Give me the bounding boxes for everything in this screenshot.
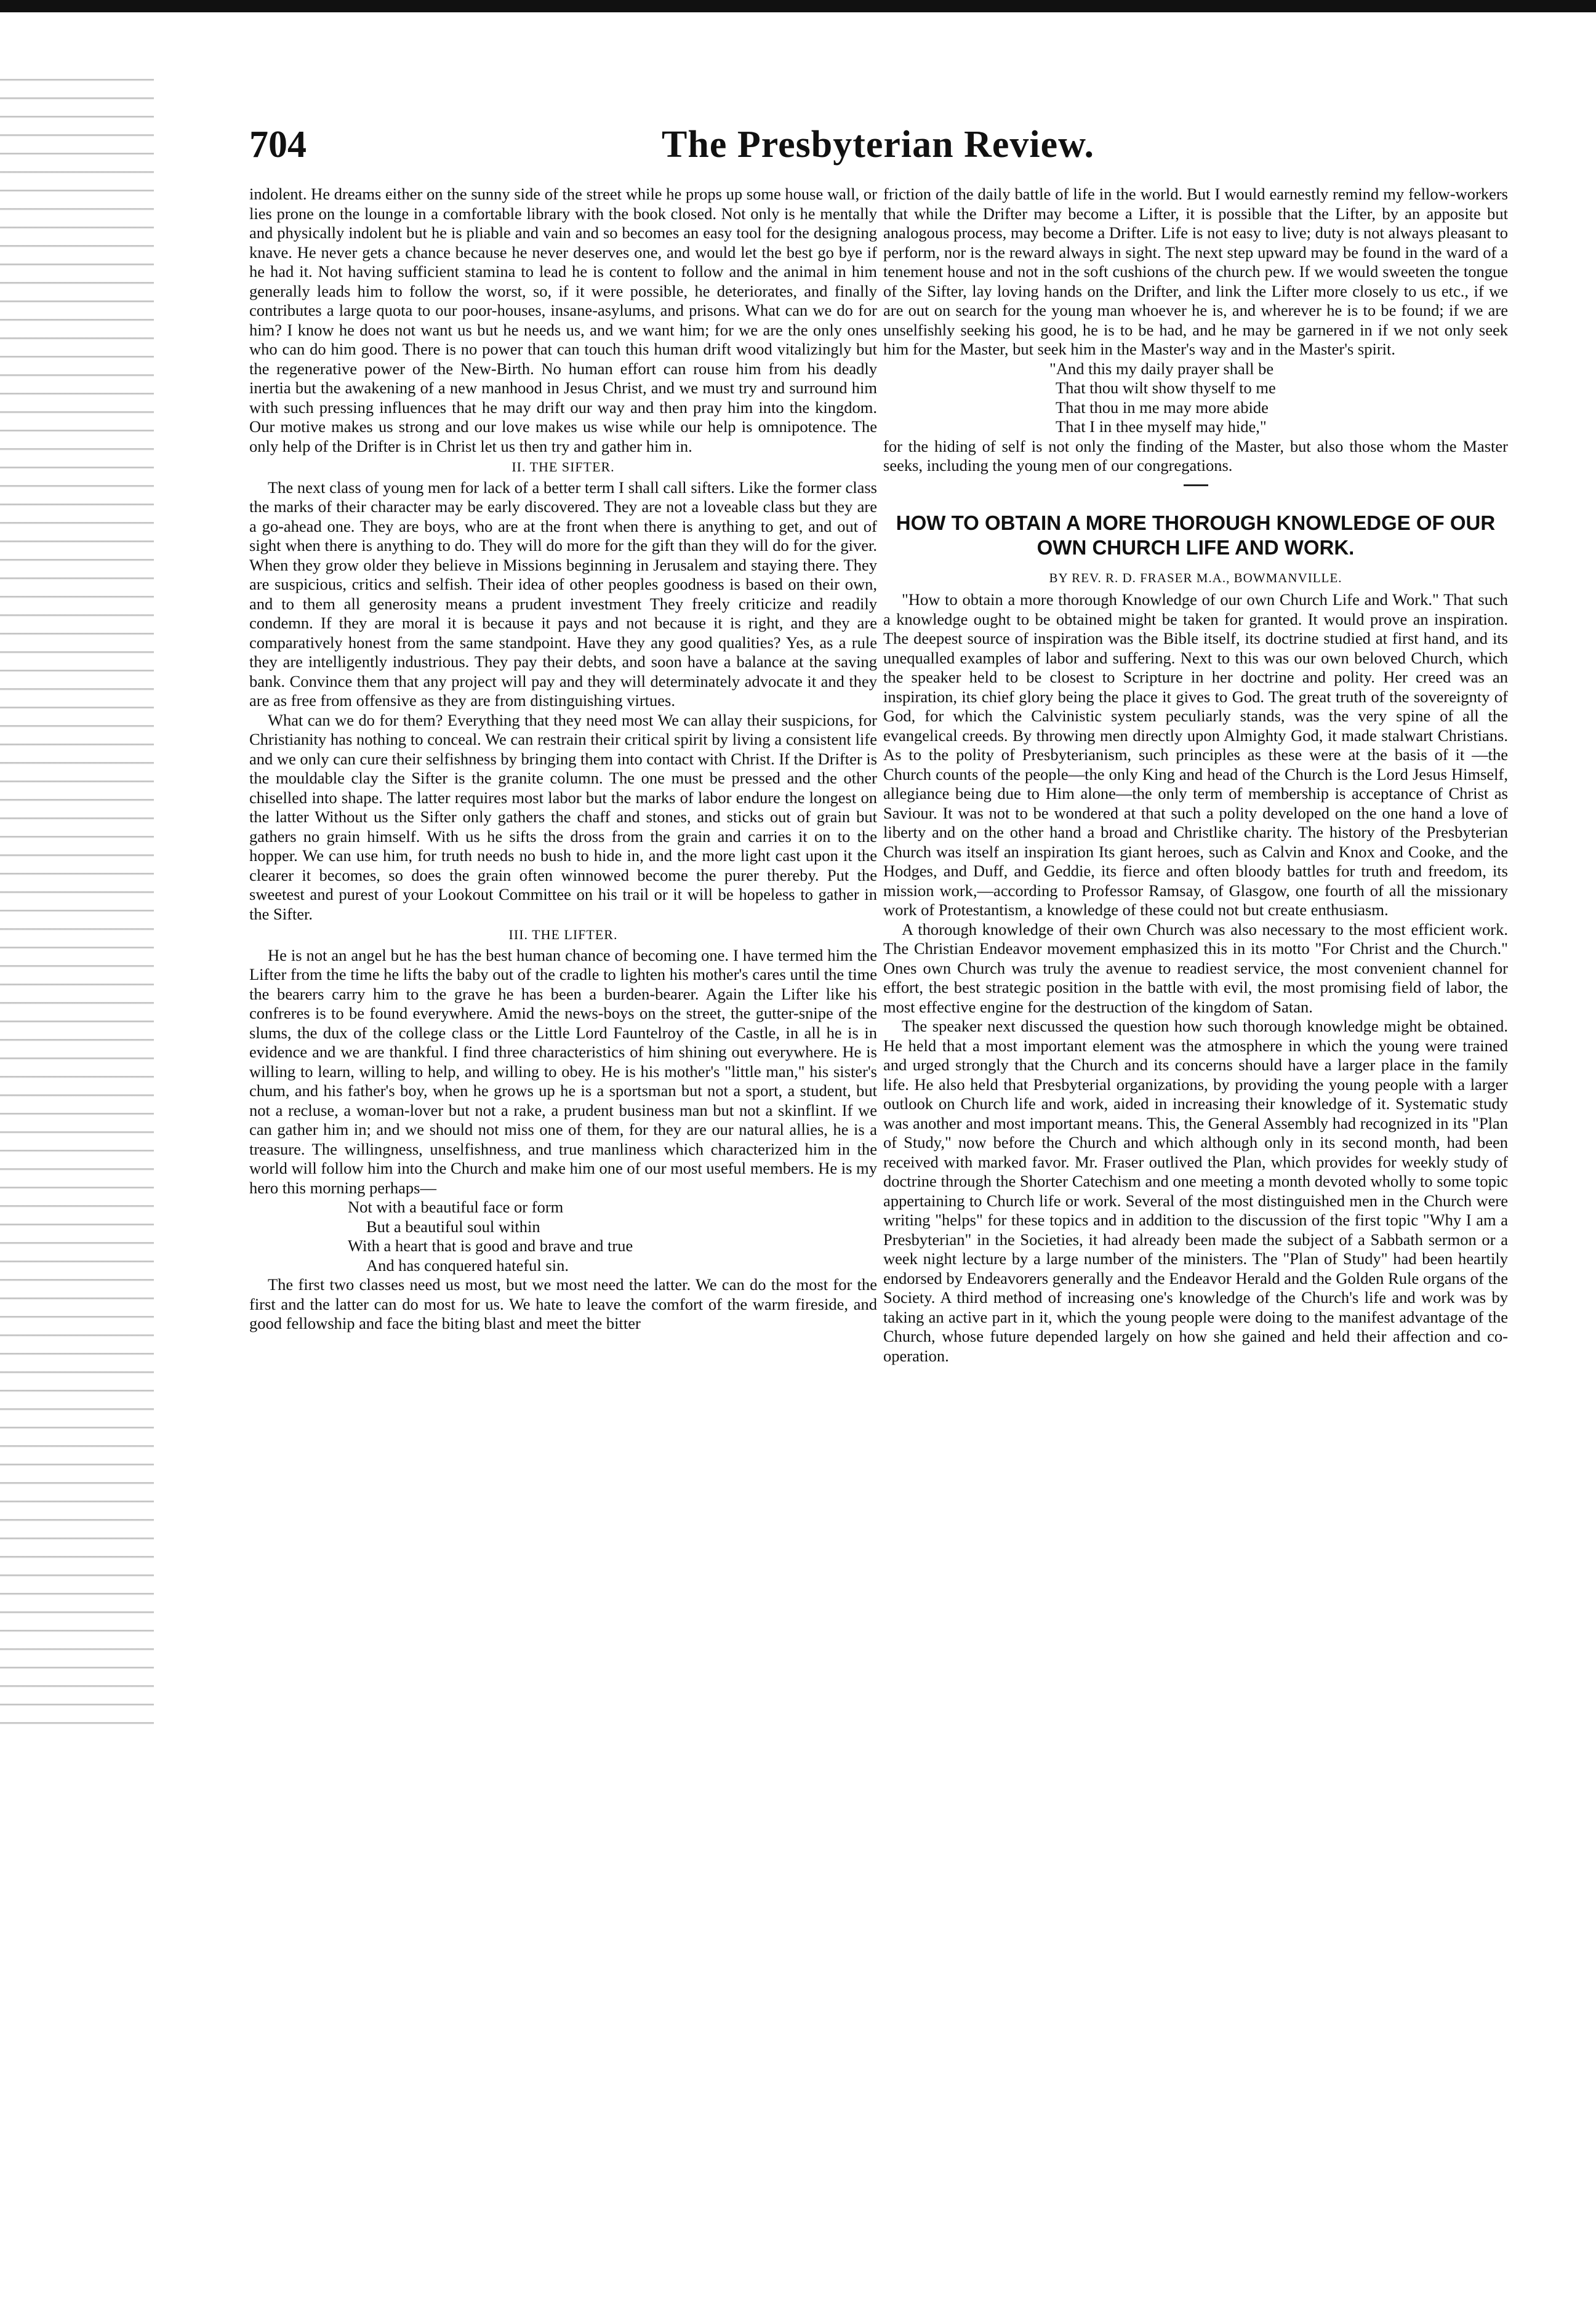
paragraph: "How to obtain a more thorough Knowledge of our own Church Life and Work." That such a knowledge ought to be obtained might be taken for granted. It would prove an inspiration. The deepest source of inspiration was the Bible itself, its doctrine studied at first hand, and its unequalled examples of labor and suffering. Next to this was our own beloved Church, which the speaker held to be closest to Scripture in her doctrine and polity. Her creed was an inspiration, its chief glory being the place it gives to God. The great truth of the sovereignty of God, for which the Calvinistic system peculiarly stands, was the very spine of all the evangelical creeds. By throwing men directly upon Almighty God, it made stalwart Christians. As to the polity of Presbyterianism, such principles as these were at the basis of it —the Church counts of the people—the only King and head of the Church is the Lord Jesus Himself, allegiance being due to Him alone—the only term of membership is acceptance of Christ as Saviour. It was not to be wondered at that such a polity developed on the one hand a love of liberty and on the other hand a broad and Christlike charity. The history of the Presbyterian Church was itself an inspiration Its giant heroes, such as Calvin and Knox and Cooke, and the Hodges, and Duff, and Geddie, its fierce and often bloody battles for truth and freedom, its mission work,—according to Professor Ramsay, of Glasgow, one fourth of all the missionary work of Protestantism, a knowledge of these could not but create enthusiasm. (883, 590, 1508, 919)
right-column (883, 185, 1508, 1366)
section-heading-sifter: II. THE SIFTER. (511, 459, 615, 475)
paragraph: The first two classes need us most, but we most need the latter. We can do the most for the first and the latter can do most for us. We hate to leave the comfort of the warm fireside, and good fellowship and face the biting blast and meet the bitter (249, 1275, 877, 1332)
section-heading-lifter: III. THE LIFTER. (508, 927, 618, 942)
verse-line: That thou wilt show thyself to me (1056, 378, 1276, 397)
paragraph: A thorough knowledge of their own Church was also necessary to the most efficient work. The Christian Endeavor movement emphasized this in its motto "For Christ and the Church." Ones own Church was truly the avenue to readiest service, the most convenient channel for effort, the best strategic position in the battle with evil, the most promising field of labor, the most effective engine for the destruction of the kingdom of Satan. (883, 919, 1508, 1016)
article-title: HOW TO OBTAIN A MORE THOROUGH KNOWLEDGE OF OUR OWN CHURCH LIFE AND WORK. (896, 511, 1496, 559)
paragraph: He is not an angel but he has the best human chance of becoming one. I have termed him the Lifter from the time he lifts the baby out of the cradle to lighten his mother's cares until the time the bearers carry him to the grave he has been a burden-bearer. Again the Lifter like his confreres is to be found everywhere. Amid the news-boys on the street, the gutter-snipe of the slums, the dux of the college class or the Little Lord Fauntelroy of the Castle, in all he is in evidence and we are thankful. I find three characteristics of him shining out everywhere. He is willing to learn, willing to help, and willing to obey. He is his mother's "little man," his sister's chum, and his father's boy, when he grows up he is a sportsman but not a sport, a student, but not a recluse, a woman-lover but not a rake, a prudent business man but not a skinflint. If we can gather him in; and we should not miss one of them, for they are our natural allies, he is a treasure. The willingness, unselfishness, and true manliness which characterized him in the world will follow him into the Church and make him one of our most useful members. He is my hero this morning perhaps— (249, 945, 877, 1197)
verse-line: With a heart that is good and brave and true (348, 1236, 633, 1255)
verse-line: That I in thee myself may hide," (1056, 417, 1267, 436)
journal-title: The Presbyterian Review. (662, 124, 1095, 166)
paragraph: for the hiding of self is not only the finding of the Master, but also those whom the Master seeks, including the young men of our congregations. (883, 436, 1508, 475)
verse-line: Not with a beautiful face or form (348, 1198, 564, 1216)
paragraph: The speaker next discussed the question how such thorough knowledge might be obtained. He held that a most important element was the atmosphere in which the young were trained and urged strongly that the Church and its concerns should have a larger place in the family life. He also held that Presbyterial organizations, by providing the young people with a larger outlook on Church life and work, aided in increasing their knowledge of it. Systematic study was another and most important means. This, the General Assembly had recognized in its "Plan of Study," now before the Church and which although only in its second month, had been received with marked favor. Mr. Fraser outlived the Plan, which provides for weekly study of doctrine through the Shorter Catechism and one meeting a month devoted wholly to some topic appertaining to Church life or work. Several of the most distinguished men in the Church were writing "helps" for these topics and in addition to the discussion of the first topic "Why I am a Presbyterian" in the Societies, it had already been made the subject of a Sabbath sermon or a week night lecture by a large number of the ministers. The "Plan of Study" had been heartily endorsed by Endeavorers generally and the Endeavor Herald and the Golden Rule organs of the Society. A third method of increasing one's knowledge of the Church's life and work was by taking an active part in it, which the young people were doing to the manifest advantage of the Church, whose future depended largely on how she gained and held their affection and co-operation. (883, 1017, 1508, 1365)
paragraph: What can we do for them? Everything that they need most We can allay their suspicions, for Christianity has nothing to conceal. We can restrain their critical spirit by living a consistent life and we only can cure their selfishness by bringing them into contact with Christ. If the Drifter is the mouldable clay the Sifter is the granite column. The one must be pressed and the other chiselled into shape. The latter requires most labor but the marks of labor endure the longest on the latter Without us the Sifter only gathers the chaff and stones, and sticks out of grain but gathers no grain himself. With us he sifts the dross from the grain and carries it on to the hopper. We can use him, for truth needs no bush to hide in, and the more light cast upon it the clearer it becomes, so does the grain often winnowed become the purer thereby. Put the sweetest and purest of your Lookout Committee on his trail or it will be hopeless to gather in the Sifter. (249, 710, 878, 923)
left-column (249, 185, 877, 1334)
top-border-rule (0, 0, 1596, 12)
page-number: 704 (249, 124, 307, 166)
verse-line: "And this my daily prayer shall be (1049, 359, 1274, 378)
verse-line: That thou in me may more abide (1056, 398, 1269, 417)
paragraph: The next class of young men for lack of a better term I shall call sifters. Like the former class the marks of their character may be early discovered. They are not a loveable class but they are a go-ahead one. They are boys, who are at the front when there is anything to get, and out of sight when there is anything to do. They will do more for the gift than they will do for the giver. When they grow older they believe in Missions beginning in Jerusalem and staying there. They are suspicious, critics and selfish. Their idea of other peoples goodness is based on their own, and to them all generosity means a prudent investment They freely criticize and readily condemn. If they are moral it is because it pays and not because it is right, and they are comparatively honest from the same standpoint. Have they any good qualities? Yes, as a rule they are intelligently industrious. They pay their debts, and soon have a balance at the saving bank. Convince them that any project will pay and they will determinately advocate it and they are as free from offensive as they are from distinguishing virtues. (249, 478, 877, 710)
scanned-margin-artifact (0, 74, 154, 1736)
paragraph: friction of the daily battle of life in the world. But I would earnestly remind my fellow-workers that while the Drifter may become a Lifter, it is possible that the Lifter, by an apposite but analogous process, may become a Drifter. Life is not easy to live; duty is not always pleasant to perform, nor is the reward always in sight. The next step upward may be found in the ward of a tenement house and not in the soft cushions of the church pew. If we would sweeten the tongue of the Sifter, lay loving hands on the Drifter, and link the Lifter more closely to us etc., if we are out on search for the young man whoever he is, and wherever he is to be found; if we are unselfishly seeking his good, he is to be had, and he may be garnered in if we not only seek him for the Master, but seek him in the Master's way and in the Master's spirit. (883, 185, 1508, 358)
section-divider (1184, 484, 1208, 486)
verse-line: And has conquered hateful sin. (366, 1256, 569, 1275)
paragraph: indolent. He dreams either on the sunny side of the street while he props up some house wall, or lies prone on the lounge in a comfortable library with the book closed. Not only is he mentally and physically indolent but he is pliable and vain and so becomes an easy tool for the designing knave. He never gets a chance because he never deserves one, and would let the best go bye if he had it. Not having sufficient stamina to lead he is content to follow and the animal in him generally leads him to follow the worst, so, if it were possible, he deteriorates, and finally contributes a large quota to our poor-houses, insane-asylums, and prisons. What can we do for him? I know he does not want us but he needs us, and we want him; for we are the only ones who can do him good. There is no power that can touch this human drift wood vitalizingly but the regenerative power of the New-Birth. No human effort can rouse him from his deadly inertia but the awakening of a new manhood in Jesus Christ, and we must try and surround him with such pressing influences that he may drift our way and then pray him into the kingdom. Our motive makes us strong and our love makes us wise while our help is omnipotence. The only help of the Drifter is in Christ let us then try and gather him in. (249, 185, 877, 455)
article-byline: BY REV. R. D. FRASER M.A., BOWMANVILLE. (1049, 570, 1342, 585)
verse-line: But a beautiful soul within (366, 1217, 540, 1236)
page-header (249, 123, 1505, 178)
